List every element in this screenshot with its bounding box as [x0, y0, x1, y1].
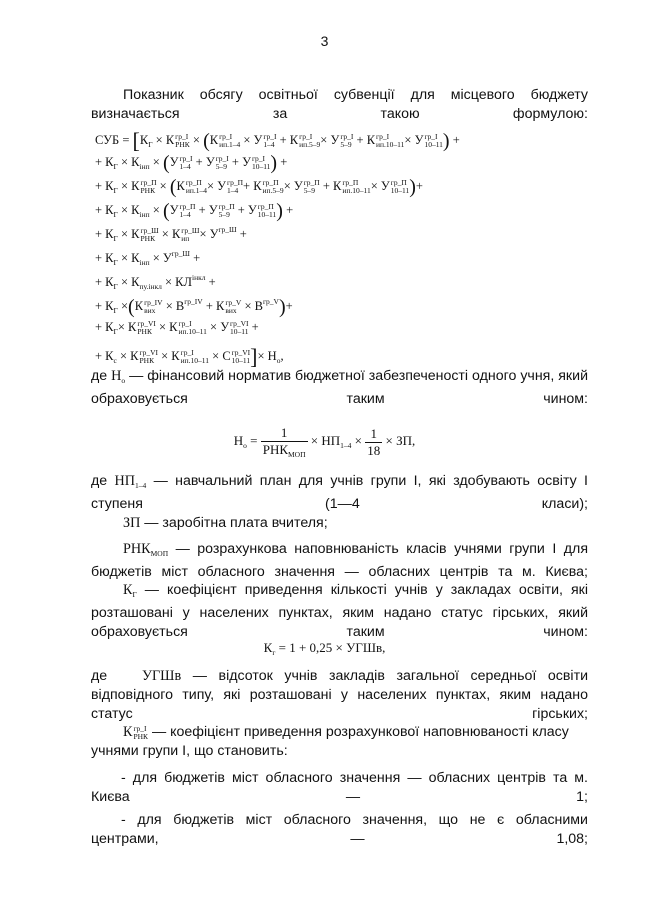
- zp-definition: ЗП — заробітна плата вчителя;: [123, 515, 328, 531]
- formula-line-6: + $К_Г \times К_{інп} \times У^{гр\_Ш}$ +: [95, 249, 201, 267]
- rnk-definition: $РНК_{МОП}$ — розрахункова наповнюваність класів учнями групи І для бюджетів міст обласного значення — обласних центрів та м. Києва;: [91, 541, 588, 580]
- kg-formula: $К_г = 1 + 0,25$ × УГШв,: [263, 640, 386, 657]
- formula-line-10: + $К_с \times К$ гр_VI РНК × К гр_І ип.10–11 × С гр_VI 10–11 ]× $Н_о$,: [95, 344, 284, 369]
- list-item: - для бюджетів міст обласного значення, що не є обласними центрами, — 1,08;: [91, 812, 588, 847]
- intro-paragraph: Показник обсягу освітньої субвенції для місцевого бюджету визначається за такою формулою:: [91, 87, 588, 122]
- formula-line-2: + $К_Г \times К_{інп} \times (У$ гр_І 1–4 + У гр_І 5–9 + У гр_І 10–11 ) +: [95, 152, 288, 174]
- page-number: 3: [320, 33, 329, 49]
- formula-line-3: + $К_Г \times К$ гр_П РНК × (К гр_П ип.1–4 × У гр_П 1–4 + К гр_П ип.5–9 × У гр_П 5–9 + К гр_П ип.10–11 × У гр_П 10–11 )+: [95, 176, 423, 198]
- formula-line-5: + $К_Г \times К$ гр_Ш РНК × К гр_Ш ип × $У^{гр\_Ш}$ +: [95, 225, 247, 244]
- krnk-definition: К гр_І РНК — коефіцієнт приведення розрахункової наповнюваності класу учнями групи І, що становить:: [91, 723, 569, 759]
- formula-line-4: + $К_Г \times К_{інп} \times (У$ гр_П 1–4 + У гр_П 5–9 + У гр_П 10–11 ) +: [95, 200, 294, 222]
- formula-line-1: СУБ = [$К_Г \times К$ гр_І РНК × (К гр_І ип.1–4 × У гр_І 1–4 + К гр_І ип.5–9 × У гр_І 5–9 + К гр_І ип.10–11 × У гр_І 10–11 ) +: [95, 128, 460, 153]
- no-definition: де $Н_о$ — фінансовий норматив бюджетної забезпеченості одного учня, який обраховується таким чином:: [91, 368, 588, 407]
- formula-line-9: + $К_Г\times К$ гр_VI РНК × К гр_І ип.10–11 × У гр_VI 10–11 +: [95, 319, 259, 337]
- formula-lhs: СУБ: [95, 133, 120, 147]
- list-item: - для бюджетів міст обласного значення — обласних центрів та м. Києва — 1;: [91, 770, 588, 805]
- formula-line-8: + $К_Г \times(К$ гр_IV вих × $В^{гр\_IV} + К$ гр_V вих × $В^{гр\_V})+$: [95, 296, 293, 318]
- norm-formula: $Н_о$ = $\frac{1}{РНК_{МОП}}$ × $НП_{1-4}$ × $\frac{1}{18}$ × ЗП,: [233, 425, 416, 459]
- formula-line-7: + $К_Г \times К_{пу.інкл} \times КЛ^{інкл}$ +: [95, 273, 216, 291]
- ugsh-definition: де УГШв — відсоток учнів закладів загальної середньої освіти відповідного типу, які розташовані у населених пунктах, яким надано статус гірських;: [91, 668, 589, 722]
- np-definition: де $НП_{1-4}$ — навчальний план для учнів групи I, які здобувають освіту I ступеня (1—4 класи);: [91, 473, 588, 512]
- kg-definition: $К_Г$ — коефіцієнт приведення кількості учнів у закладах освіти, які розташовані у населених пунктах, яким надано статус гірських, який обраховується таким чином:: [91, 582, 588, 640]
